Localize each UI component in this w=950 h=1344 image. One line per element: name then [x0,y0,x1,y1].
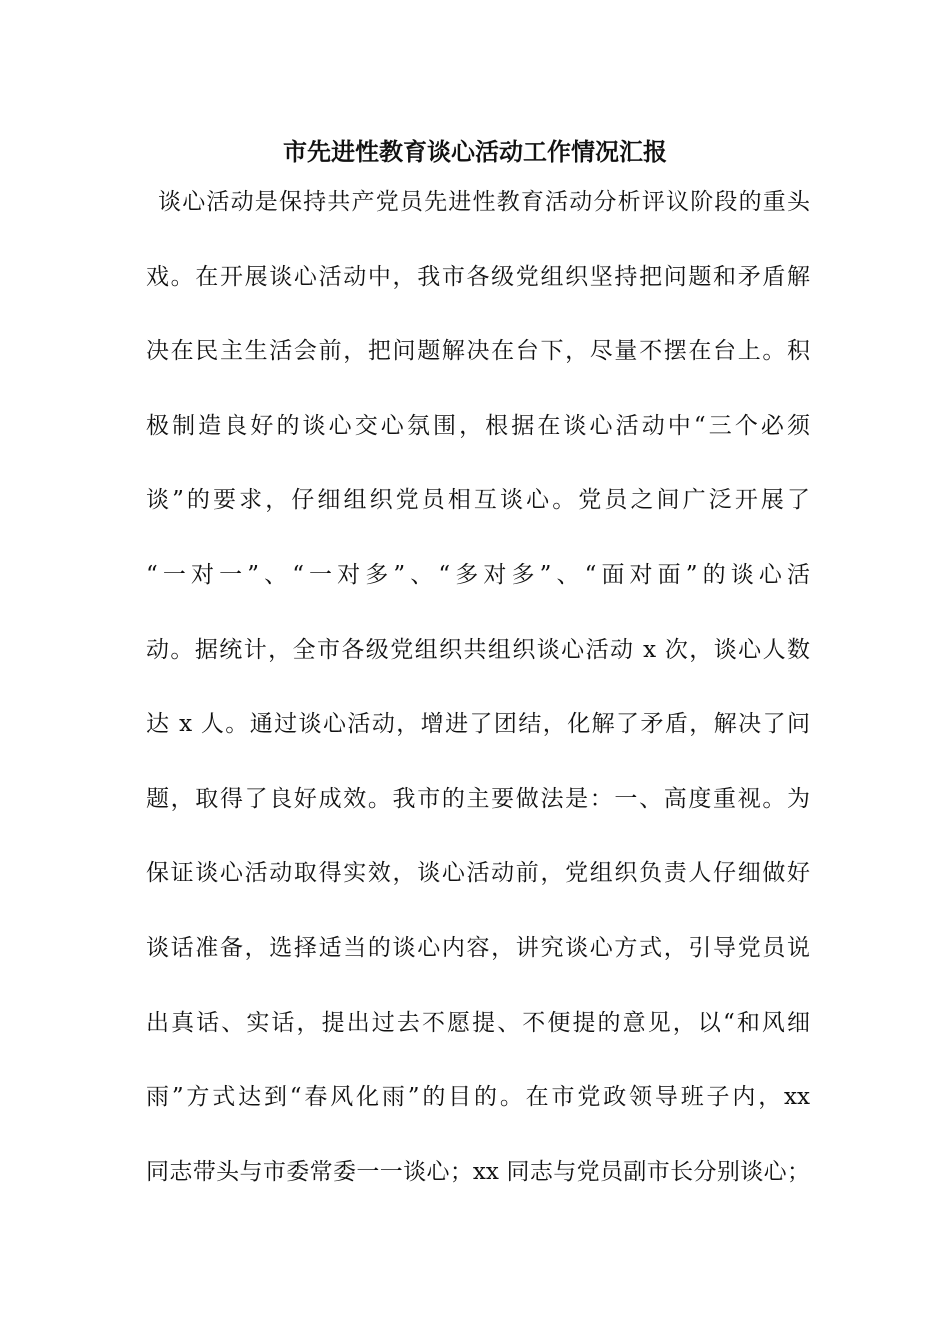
document-title: 市先进性教育谈心活动工作情况汇报 [283,137,667,166]
body-line: 动。据统计，全市各级党组织共组织谈心活动 x 次，谈心人数 [146,636,810,663]
body-line: 保证谈心活动取得实效，谈心活动前，党组织负责人仔细做好 [146,860,810,887]
body-line: 题，取得了良好成效。我市的主要做法是：一、高度重视。为 [146,785,810,812]
body-line: 决在民主生活会前，把问题解决在台下，尽量不摆在台上。积 [146,338,810,365]
body-line: 谈”的要求，仔细组织党员相互谈心。党员之间广泛开展了 [146,487,810,514]
document-body [146,182,810,1226]
body-line: 戏。在开展谈心活动中，我市各级党组织坚持把问题和矛盾解 [146,263,810,290]
body-line: 极制造良好的谈心交心氛围，根据在谈心活动中“三个必须 [146,412,810,439]
body-line: 同志带头与市委常委一一谈心；xx 同志与党员副市长分别谈心； [146,1158,810,1185]
body-line: 出真话、实话，提出过去不愿提、不便提的意见，以“和风细 [146,1009,810,1036]
body-line: 谈心活动是保持共产党员先进性教育活动分析评议阶段的重头 [158,189,810,215]
body-line: 达 x 人。通过谈心活动，增进了团结，化解了矛盾，解决了问 [146,711,810,738]
body-line: “一对一”、“一对多”、“多对多”、“面对面”的谈心活 [146,561,810,588]
body-line: 谈话准备，选择适当的谈心内容，讲究谈心方式，引导党员说 [146,934,810,961]
body-line: 雨”方式达到“春风化雨”的目的。在市党政领导班子内，xx [146,1084,810,1111]
